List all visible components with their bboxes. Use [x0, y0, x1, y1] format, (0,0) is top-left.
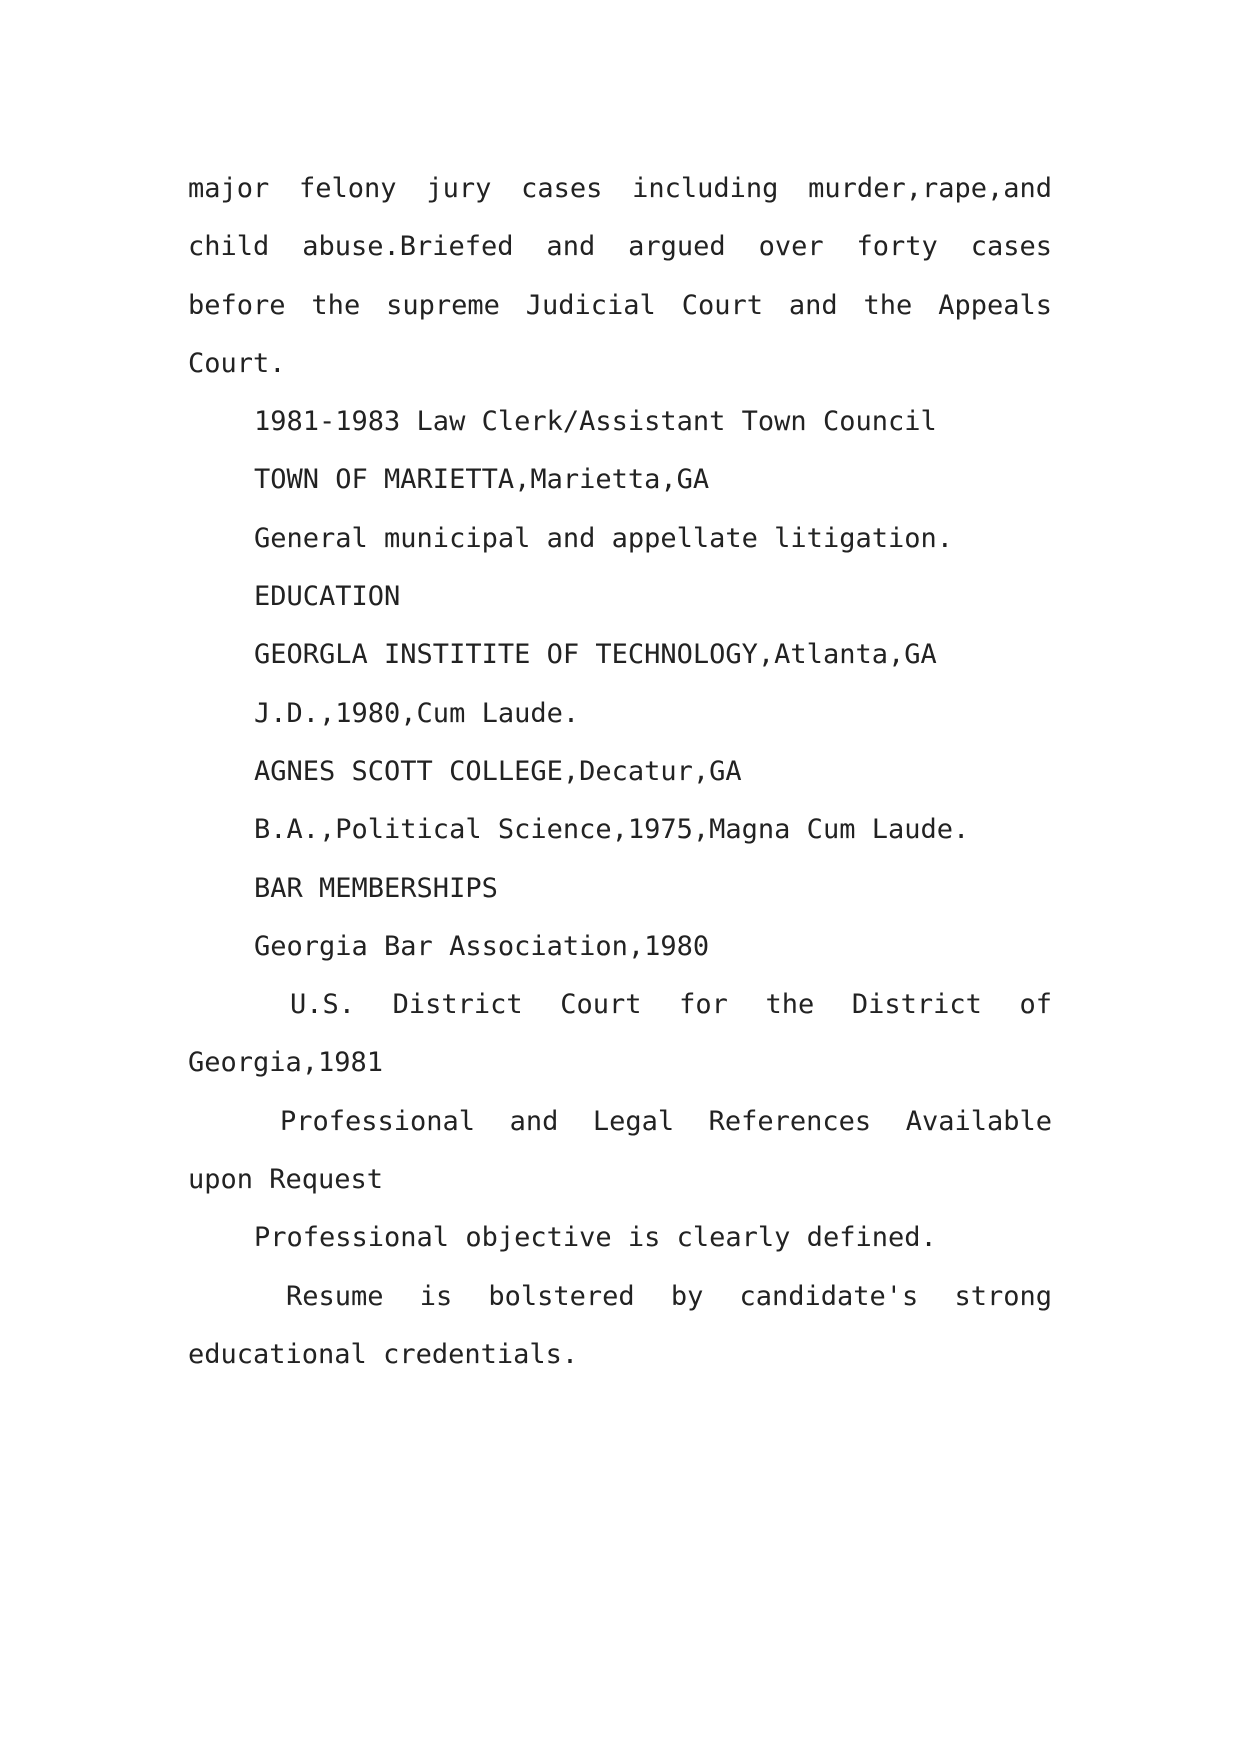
job-title-line: 1981-1983 Law Clerk/Assistant Town Council: [254, 406, 937, 438]
body-line: child abuse.Briefed and argued over forty cases: [188, 231, 1052, 263]
references-line: Professional and Legal References Available: [280, 1105, 1052, 1137]
membership-line: Georgia,1981: [188, 1047, 384, 1079]
references-line: upon Request: [188, 1164, 384, 1196]
body-line: before the supreme Judicial Court and the Appeals: [188, 289, 1052, 321]
section-heading-bar-memberships: BAR MEMBERSHIPS: [254, 872, 498, 904]
section-heading-education: EDUCATION: [254, 581, 401, 613]
degree-line: J.D.,1980,Cum Laude.: [254, 697, 580, 729]
document-page: [188, 160, 1052, 1384]
degree-line: B.A.,Political Science,1975,Magna Cum Laude.: [254, 814, 970, 846]
comment-line: educational credentials.: [188, 1338, 579, 1370]
comment-line: Resume is bolstered by candidate's strong: [286, 1280, 1052, 1312]
employer-line: TOWN OF MARIETTA,Marietta,GA: [254, 464, 710, 496]
body-line: Court.: [188, 347, 286, 379]
comment-line: Professional objective is clearly defined.: [254, 1222, 937, 1254]
job-description-line: General municipal and appellate litigation.: [254, 522, 953, 554]
membership-line: Georgia Bar Association,1980: [254, 930, 710, 962]
school-line: AGNES SCOTT COLLEGE,Decatur,GA: [254, 755, 742, 787]
school-line: GEORGLA INSTITITE OF TECHNOLOGY,Atlanta,GA: [254, 639, 937, 671]
body-line: major felony jury cases including murder,rape,and: [188, 173, 1052, 204]
membership-line: U.S. District Court for the District of: [290, 989, 1052, 1021]
